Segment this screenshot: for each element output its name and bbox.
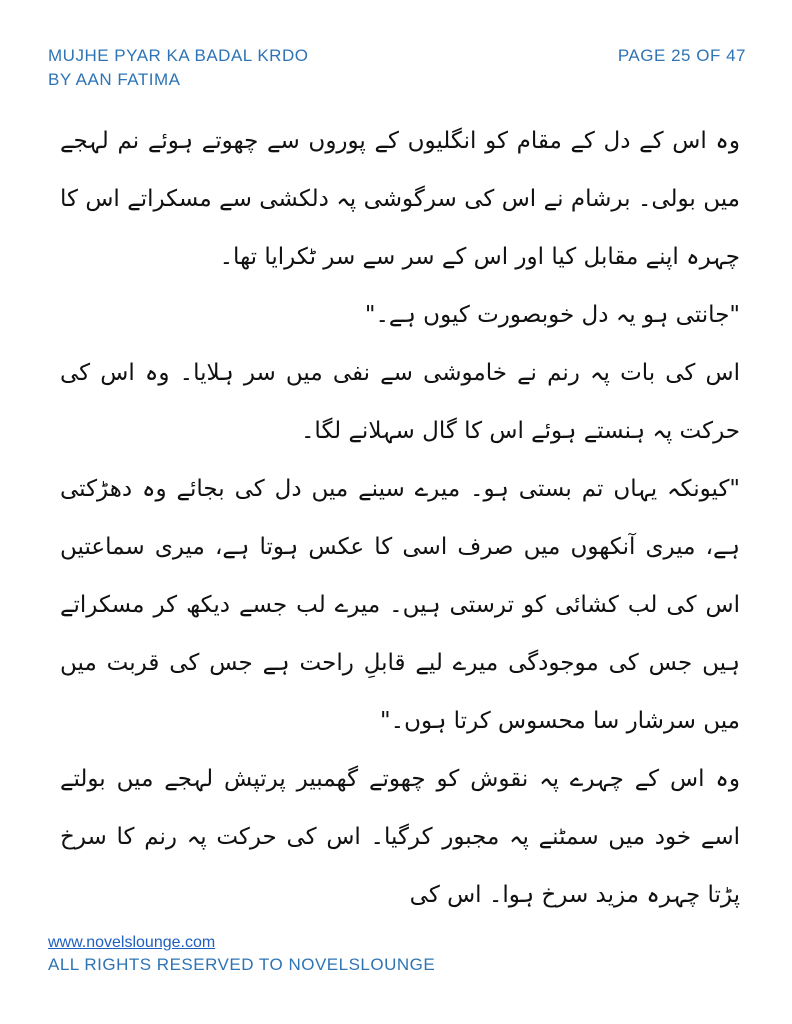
copyright-notice: ALL RIGHTS RESERVED TO NOVELSLOUNGE bbox=[48, 955, 436, 974]
document-footer bbox=[48, 932, 435, 976]
novel-body-text bbox=[60, 112, 740, 924]
paragraph: "جانتی ہو یہ دل خوبصورت کیوں ہے۔" bbox=[364, 302, 740, 328]
novel-title: MUJHE PYAR KA BADAL KRDO bbox=[48, 46, 309, 65]
paragraph: وہ اس کے دل کے مقام کو انگلیوں کے پوروں سے چھوتے ہوئے نم لہجے میں بولی۔ برشام نے اس کی سرگوشی پہ دلکشی سے مسکراتے اس کا چہرہ اپنے مقابل کیا اور اس کے سر سے سر ٹکرایا تھا۔ bbox=[60, 128, 740, 270]
document-header bbox=[48, 44, 308, 92]
page-of-label: OF bbox=[696, 46, 721, 65]
page-number bbox=[618, 44, 746, 68]
paragraph: "کیونکہ یہاں تم بستی ہو۔ میرے سینے میں دل کی بجائے وہ دھڑکتی ہے، میری آنکھوں میں صرف اسی کا عکس ہوتا ہے، میری سماعتیں اس کی لب کشائی کو ترستی ہیں۔ میرے لب جسے دیکھ کر مسکراتے ہیں جس کی موجودگی میرے لیے قابلِ راحت ہے جس کی قربت میں میں سرشار سا محسوس کرتا ہوں۔" bbox=[60, 476, 740, 734]
author-name: BY AAN FATIMA bbox=[48, 70, 181, 89]
page-label: PAGE bbox=[617, 46, 666, 65]
website-link[interactable]: www.novelslounge.com bbox=[48, 934, 216, 951]
paragraph: اس کی بات پہ رنم نے خاموشی سے نفی میں سر ہلایا۔ وہ اس کی حرکت پہ ہنستے ہوئے اس کا گال سہلانے لگا۔ bbox=[60, 360, 740, 444]
page-total: 47 bbox=[726, 46, 746, 65]
paragraph: وہ اس کے چہرے پہ نقوش کو چھوتے گھمبیر پرتپش لہجے میں بولتے اسے خود میں سمٹنے پہ مجبور کرگیا۔ اس کی حرکت پہ رنم کا سرخ پڑتا چہرہ مزید سرخ ہوا۔ اس کی bbox=[60, 766, 740, 908]
page-current: 25 bbox=[671, 46, 691, 65]
